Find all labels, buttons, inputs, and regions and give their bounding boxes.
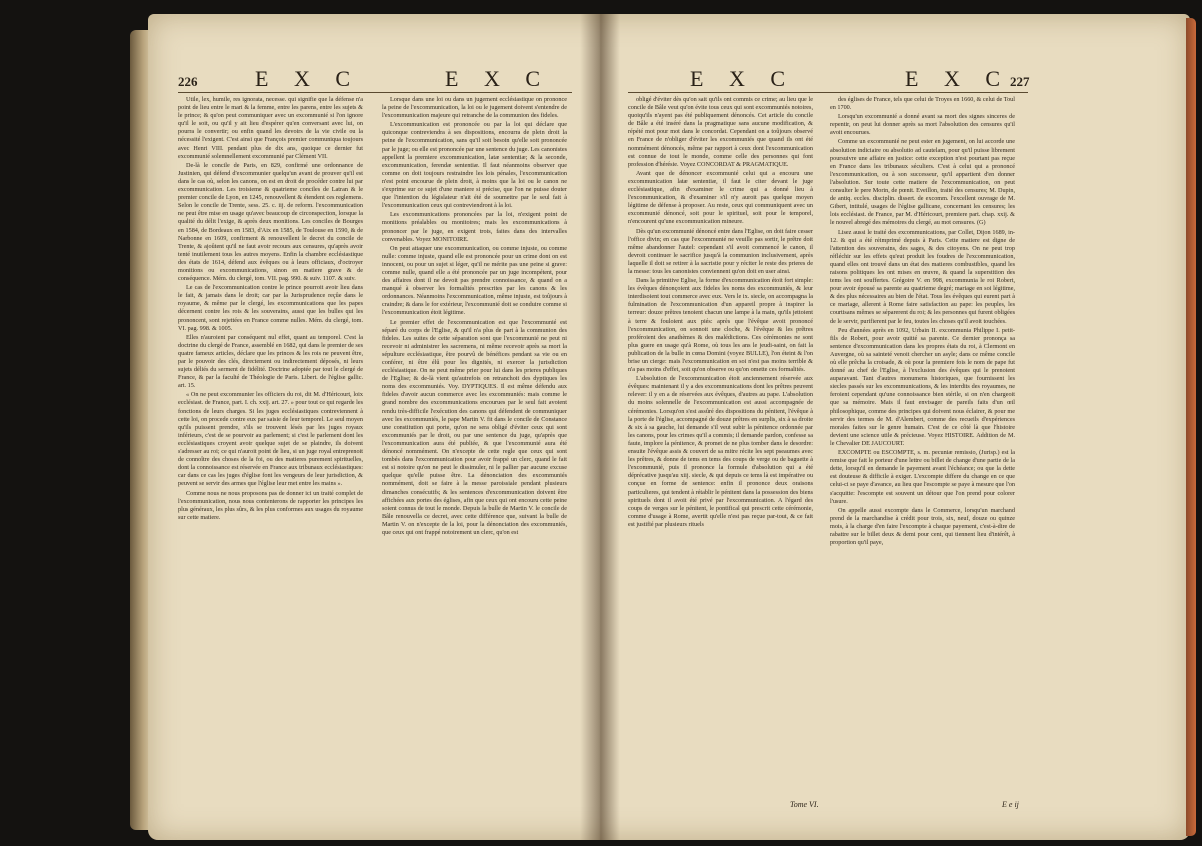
- running-head-left-col2: E X C: [445, 66, 550, 91]
- paragraph: Elles n'auroient par conséquent nul effet, quant au temporel. C'est la doctrine du clergé de France, assemblé en 1682, qui dans le premier de ses quatre fameux articles, déclare que les princes & les rois ne peuvent être, par le pouvoir des clés, directement ou indirectement déposés, ni leurs sujets déliés du serment de fidélité. Doctrine adoptée par tout le clergé de France, & par la faculté de Théologie de Paris. Libert. de l'église gallic. art. 15.: [178, 333, 363, 390]
- right-page-column-1: [628, 96, 813, 786]
- left-page-column-2: [382, 96, 567, 776]
- paragraph: Dans la primitive Eglise, la forme d'excommunication étoit fort simple: les évêques dénonçoient aux fideles les noms des excommuniés, & leur interdisoient tout commerce avec eux. Vers le ix. siecle, on accompagna la fulmination de l'excommunication d'un appareil propre à inspirer la terreur: douze prêtres tenoient chacun une lampe à la main, qu'ils jettoient à terre & fouloient aux piés: après que l'évêque avoit prononcé l'excommunication, on sonnoit une cloche, & l'évêque & les prêtres proféroient des anathèmes & des malédictions. Ces cérémonies ne sont plus guere en usage qu'à Rome, où tous les ans le jeudi-saint, on fait la publication de la bulle in cœna Domini (voyez BULLE), l'on éteint & l'on brise un cierge: mais l'excommunication en soi n'est pas moins terrible & n'a pas moins d'effet, soit qu'on observe ou qu'on omette ces formalités.: [628, 277, 813, 374]
- paragraph: L'excommunication est prononcée ou par la loi qui déclare que quiconque contreviendra à ses dispositions, encourra de plein droit la peine de l'excommunication, sans qu'il soit besoin qu'elle soit prononcée par le juge; ou elle est prononcée par une sentence du juge. Les canonistes appellent la premiere excommunication, latæ sententiæ; & la seconde, excommunication, ferendæ sententiæ. Il faut néanmoins observer que comme on doit toujours restraindre les lois pénales, l'excommunication n'est point encourue de plein droit, à moins que la loi ou le canon ne s'exprime sur ce sujet d'une maniere si précise, que l'on ne puisse douter que l'intention du législateur n'ait été de soumettre par le seul fait à l'excommunication ceux qui contreviendront à la loi.: [382, 121, 567, 210]
- page-number-left: 226: [178, 74, 198, 89]
- signature-mark: E e ij: [1002, 800, 1019, 809]
- paragraph: Les excommunications prononcées par la loi, n'exigent point de monitions préalables ou monitoires; mais les excommunications à prononcer par le juge, en exigent trois, faites dans des intervalles convenables. Voyez MONITOIRE.: [382, 211, 567, 243]
- paragraph: De-là le concile de Paris, en 829, confirmé une ordonnance de Justinien, qui défend d'excommunier quelqu'un avant de prouver qu'il est dans le cas où, selon les canons, on est en droit de procéder contre lui par excommunication. Les troisieme & quatrieme conciles de Latran & le premier concile de Lyon, en 1245, renouvellent & étendent ces reglemens. Selon le concile de Trente, sess. 25. c. iij. de reform. l'excommunication ne peut être mise en usage qu'avec beaucoup de circonspection, lorsque la qualité du délit l'exige, & après deux monitions. Les conciles de Bourges en 1584, de Bordeaux en 1583, d'Aix en 1585, de Toulouse en 1590, & de Narbonne en 1609, confirment & renouvellent le decret du concile de Trente, & ajoûtent qu'il ne faut avoir recours aux censures, qu'après avoir tenté inutilement tous les autres moyens. Enfin la chambre ecclésiastique des états de 1614, défend aux évêques ou à leurs officiaux, d'octroyer monitions ou excommunications, sinon en matiere grave & de conséquence. Mém. du clergé, tom. VII. pag. 990. & suiv. 1107. & suiv.: [178, 161, 363, 283]
- paragraph: Utile, lex, humile, res ignorata, necesse. qui signifie que la défense n'a point de lieu entre le mari & la femme, entre les parens, entre les sujets & le prince; & qu'on peut communiquer avec un excommunié si l'on ignore qu'il le soit, ou qu'il y ait lieu d'espérer qu'en conversant avec lui, on pourra le convertir; ou enfin quand les devoirs de la vie civile ou la nécessité l'exigent. C'est ainsi que François premier communiqua toujours avec Henri VIII. pendant plus de dix ans, quoique ce dernier fut excommunié solemnellement excommunié par Clément VII.: [178, 96, 363, 160]
- right-page-column-2: [830, 96, 1015, 786]
- paragraph: « On ne peut excommunier les officiers du roi, dit M. d'Héricourt, loix ecclésiast. de France, part. I. ch. xxij. art. 27. » pour tout ce qui regarde les fonctions de leurs charges. Si les juges ecclésiastiques contreviennent à cette loi, on procede contre eux par saisie de leur temporel. Le seul moyen qu'ils puissent prendre, s'ils se trouvent lésés par les juges royaux inférieurs, c'est de se pourvoir au parlement; si c'est le parlement dont les ecclésiastiques croyent avoir quelque sujet de se plaindre, ils doivent s'adresser au roi; ce qui n'auroit point de lieu, si un juge royal entreprenoit de connoître des choses de la foi, ou des matieres purement spirituelles, dont la connoissance est réservée en France aux tribunaux ecclésiastiques: car dans ce cas les juges d'église font les vengeurs de leur jurisdiction, & peuvent se servir des armes que l'église leur met entre les mains ».: [178, 391, 363, 488]
- paragraph: Lorsqu'un excommunié a donné avant sa mort des signes sinceres de repentir, on peut lui donner après sa mort l'absolution des censures qu'il avoit encourues.: [830, 113, 1015, 137]
- paragraph: Comme nous ne nous proposons pas de donner ici un traité complet de l'excommunication, nous nous contenterons de rapporter les principes les plus généraux, les plus sûrs, & les plus conformes aux usages du royaume sur cette matiere.: [178, 489, 363, 521]
- book-gutter: [580, 14, 620, 840]
- paragraph: L'absolution de l'excommunication étoit anciennement réservée aux évêques: maintenant il y a des excommunications dont les prêtres peuvent relever: il y en a de réservées aux évêques, d'autres au pape. L'absolution du moins solennelle de l'excommunication est aussi accompagnée de cérémonies. Lorsqu'on s'est assûré des dispositions du pénitent, l'évêque à la porte de l'église, accompagné de douze prêtres en surplis, six à sa droite & six à sa gauche, lui demande s'il veut subir la pénitence ordonnée par les canons, pour les crimes qu'il a commis; il demande pardon, confesse sa faute, implore la pénitence, & promet de ne plus tomber dans le desordre: ensuite l'évêque assis & couvert de sa mitre récite les sept pseaumes avec les prêtres, & donne de tems en tems des coups de verge ou de baguette à l'excommunié, puis il prononce la formule d'absolution qui a été déprécative jusqu'au xiij. siecle, & qui depuis ce tems là est impérative ou conçue en forme de sentence: enfin il prononce deux oraisons particulieres, qui tendent à rétablir le pénitent dans la possession des biens spirituels dont il avoit été privé par l'excommunication. A l'égard des coups de verges sur le pénitent, le pontifical qui prescrit cette cérémonie, comme d'usage à Rome, avertit qu'elle n'est pas reçue par-tout, & ce fait est justifié par plusieurs rituels: [628, 375, 813, 528]
- running-head-right-col2: E X C: [905, 66, 1010, 91]
- paragraph: On appelle aussi excompte dans le Commerce, lorsqu'un marchand prend de la marchandise à crédit pour trois, six, neuf, douze ou quinze mois, à la charge d'en faire l'excompte à chaque payement, c'est-à-dire de rabattre sur le billet deux & demi pour cent, qui tiennent lieu d'intérêt, à proportion qu'il paye,: [830, 506, 1015, 547]
- paragraph: Le cas de l'excommunication contre le prince pourroit avoir lieu dans le fait, & jamais dans le droit; car par la Jurisprudence reçûe dans le royaume, & même par le clergé, les excommunications que les papes décernent contre les rois & les souverains, aussi que les bulles qui les prononcent, sont rejettées en France comme nulles. Mém. du clergé, tom. VI. pag. 998. & 1005.: [178, 284, 363, 332]
- volume-signature: Tome VI.: [790, 800, 819, 809]
- paragraph: Avant que de dénoncer excommunié celui qui a encouru une excommunication latæ sententiæ, il faut le citer devant le juge ecclésiastique, afin d'examiner le crime qui a donné lieu à l'excommunication, & d'examiner s'il n'y auroit pas quelque moyen légitime de défense à proposer. Au reste, ceux qui communiquent avec un excommunié dénoncé, soit pour le spirituel, soit pour le temporel, n'encourent qu'une excommunication mineure.: [628, 169, 813, 226]
- header-rule-right: [628, 92, 1028, 93]
- paragraph: Lorsque dans une loi ou dans un jugement ecclésiastique on prononce la peine de l'excommunication, la loi ou le jugement doivent s'entendre de l'excommunication majeure qui retranche de la communion des fideles.: [382, 96, 567, 120]
- paragraph: Lisez aussi le traité des excommunications, par Collet, Dijon 1689, in-12. & qui a été réimprimé depuis à Paris. Cette matiere est digne de l'attention des souverains, des sages, & des citoyens. On ne peut trop réfléchir sur les effets qu'eut produit les foudres de l'excommunication, quand elles ont trouvé dans un état des matieres combustibles, quand les raisons politiques les ont mises en œuvre, & quand la superstition des tems les ont souffertes. Grégoire V. en 998, excommunia le roi Robert, pour avoir épousé sa parente au quatrieme degré; mariage en soi légitime, & des plus nécessaires au bien de l'état. Tous les évêques qui eurent part à ce mariage, allerent à Rome faire satisfaction au pape: les peuples, les courtisans mêmes se séparerent du roi; & les personnes qui furent obligées de le servir, purifierent par le feu, toutes les choses qu'il avoit touchées.: [830, 228, 1015, 325]
- paragraph: On peut attaquer une excommunication, ou comme injuste, ou comme nulle: comme injuste, quand elle est prononcée pour un crime dont on est innocent, ou pour un sujet si léger, qu'il ne mérite pas une peine si grave: comme nulle, quand elle a été prononcée par un juge incompétent, pour des affaires dont il ne devoit pas prendre connoissance, & quand on a manqué à observer les formalités prescrites par les canons & les ordonnances. Néanmoins l'excommunication, même injuste, est toûjours à craindre; & dans le for extérieur, l'excommunié doit se conduire comme si l'excommunication étoit légitime.: [382, 244, 567, 317]
- running-head-right-col1: E X C: [690, 66, 795, 91]
- paragraph: obligé d'éviter dès qu'on sait qu'ils ont commis ce crime; au lieu que le concile de Bâle veut qu'on évite tous ceux qui sont excommuniés notoires, quoiqu'ils n'ayent pas été publiquement dénoncés. Cet article du concile de Bâle a été inséré dans la pragmatique sans aucune modification, & répété mot pour mot dans le concordat. Cependant on a toûjours observé en France de n'obliger d'éviter les excommuniés que quand ils ont été nommément dénoncés, même par rapport à ceux dont l'excommunication est connue de tout le monde, comme celle des personnes qui font profession d'hérésie. Voyez CONCORDAT & PRAGMATIQUE.: [628, 96, 813, 168]
- paragraph: des églises de France, tels que celui de Troyes en 1660, & celui de Toul en 1700.: [830, 96, 1015, 112]
- paragraph: EXCOMPTE ou ESCOMPTE, s. m. pecuniæ remissio, (Jurisp.) est la remise que fait le porteur d'une lettre ou billet de change d'une partie de la dette, lorsqu'il en demande le payement avant l'échéance; ou que la dette est douteuse & difficile à exiger. L'excompte differe du change en ce que celui-ci se paye d'avance, au lieu que l'escompte se paye à mesure que l'on s'acquitte: l'escompte est souvent un détour que l'on prend pour colorer l'usure.: [830, 449, 1015, 505]
- paragraph: Le premier effet de l'excommunication est que l'excommunié est séparé du corps de l'Eglise, & qu'il n'a plus de part à la communion des fideles. Les suites de cette séparation sont que l'excommunié ne peut ni recevoir ni administrer les sacremens, ni même recevoir après sa mort la sépulture ecclésiastique, être pourvû de bénéfices pendant sa vie ou en conférer, ni être élû pour les dignités, ni exercer la jurisdiction ecclésiastique. On ne peut même prier pour lui dans les prieres publiques de l'Eglise; & de-là vient qu'autrefois on retranchoit des dyptiques les noms des excommuniés. Voy. DYPTIQUES. Il est même défendu aux fideles d'avoir aucun commerce avec les excommuniés: mais comme le grand nombre des excommunications encourues par le seul fait avoient rendu très-difficile l'exécution des canons qui défendent de communiquer avec les excommuniés, le pape Martin V. fit dans le concile de Constance une constitution qui porte, qu'on ne sera obligé d'éviter ceux qui sont excommuniés par le droit, ou par une sentence du juge, qu'après que l'excommunication aura été publiée, & que l'excommunié aura été dénoncé nommément. On n'excepte de cette regle que ceux qui sont tombés dans l'excommunication pour avoir frappé un clerc, quand le fait est si notoire qu'on ne peut le dissimuler, ni le pallier par aucune excuse quelque qu'elle puisse être. La dénonciation des excommuniés nommément, doit se faire à la messe paroissiale pendant plusieurs dimanches consécutifs; & les sentences d'excommunication doivent être affichées aux portes des églises, afin que ceux qui ont encouru cette peine soient connus de tout le monde. Depuis la bulle de Martin V. le concile de Bâle renouvella ce decret, avec cette différence que, suivant la bulle de Martin V. on n'excepte de la loi, pour la dénonciation des excommuniés, que ceux qui ont frappé notoirement un clerc, qu'on est: [382, 318, 567, 536]
- header-rule-left: [178, 92, 572, 93]
- paragraph: Dès qu'un excommunié dénoncé entre dans l'Eglise, on doit faire cesser l'office divin; en cas que l'excommunié ne veuille pas sortir, le prêtre doit même abandonner l'autel: cependant s'il avoit commencé le canon, il devroit continuer le sacrifice jusqu'à la communion inclusivement, après laquelle il doit se retirer à la sacristie pour y réciter le reste des prieres de la messe: tous les canonistes conviennent qu'on doit en user ainsi.: [628, 227, 813, 275]
- page-number-right: 227: [1010, 74, 1030, 89]
- book-edge-right: [1186, 18, 1196, 836]
- paragraph: Peu d'années après en 1092, Urbain II. excommunia Philippe I. petit-fils de Robert, pour avoir quitté sa parente. Ce dernier prononça sa sentence d'excommunication dans les propres états du roi, à Clermont en Auvergne, où sa sainteté venoit chercher un asyle; dans ce même concile où elle prêcha la croisade, & où pour la premiere fois le nom de pape fut donné au chef de l'Eglise, à l'exclusion des évêques qui le prenoient auparavant. Tant d'autres monumens historiques, que fournissent les siecles passés sur les excommunications, & les interdits des royaumes, ne feroient cependant qu'une connoissance bien stérile, si on n'en chargeoit que sa mémoire. Mais il faut envisager de pareils faits d'un œil philosophique, comme des principes qui doivent nous éclairer, & pour me servir des termes de M. d'Alembert, comme des recueils d'expériences morales faites sur le genre humain. C'est de ce côté là que l'histoire devient une science utile & précieuse. Voyez HISTOIRE. Addition de M. le Chevalier DE JAUCOURT.: [830, 326, 1015, 447]
- left-page-column-1: [178, 96, 363, 726]
- paragraph: Comme un excommunié ne peut ester en jugement, on lui accorde une absolution indiciaire ou absolutio ad cautelam, pour qu'il puisse librement poursuivre une affaire en justice: cette exception n'est pourtant pas reçue en France dans les tribunaux séculiers. C'est à celui qui a prononcé l'excommunication, ou à son successeur, qu'il appartient d'en donner l'absolution. Sur toute cette matiere de l'excommunication, on peut consulter le pere Morin, de pœnit. Eveillon, traité des censures; M. Dupin, de antiq. eccles. disciplin. dissert. de excomm. l'excellent ouvrage de M. Gibert, intitulé, usages de l'église gallicane, concernant les censures; les lois ecclésiast. de France, par M. d'Héricourt, premiere part. chap. xxij. & le nouvel abregé des mémoires du clergé, au mot censures. (G): [830, 138, 1015, 227]
- running-head-left-col1: E X C: [255, 66, 360, 91]
